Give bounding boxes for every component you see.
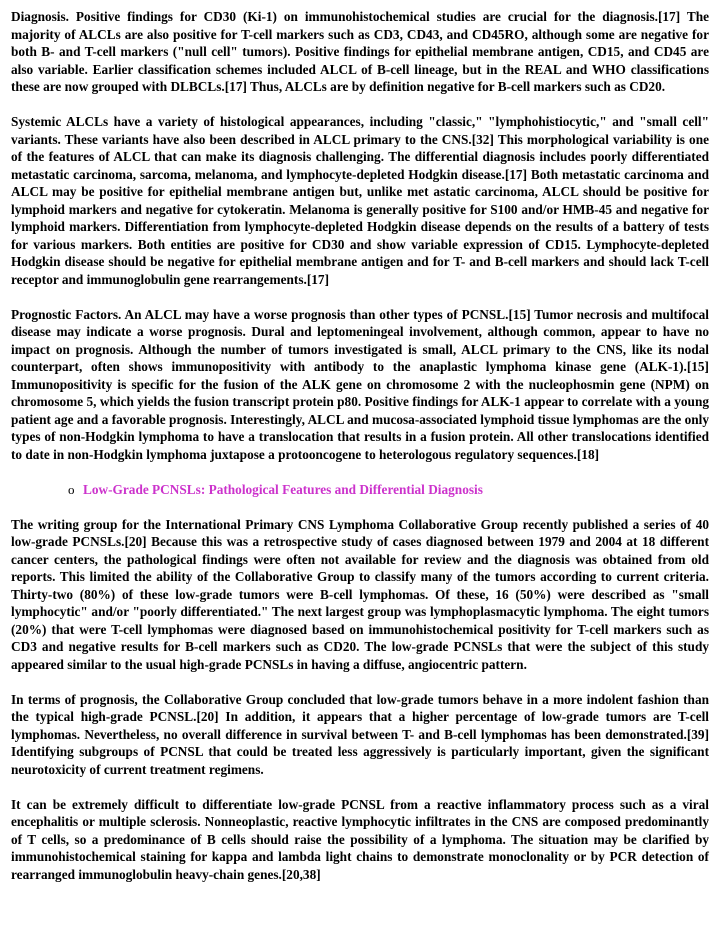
section-link-low-grade-pcnsl[interactable]: Low-Grade PCNSLs: Pathological Features and Differential Diagnosis — [83, 481, 483, 497]
paragraph-low-grade-prognosis: In terms of prognosis, the Collaborative Group concluded that low-grade tumors behave in a more indolent fashion than the typical high-grade PCNSL.[20] In addition, it appears that a higher percentage of low-grade tumors are T-cell lymphomas. Nevertheless, no overall difference in survival between T- and B-cell lymphomas has been demonstrated.[39] Identifying subgroups of PCNSL that could be treated less aggressively is particularly important, given the significant neurotoxicity of current treatment regimens. — [11, 691, 709, 777]
paragraph-alcl-prognostic-factors: Prognostic Factors. An ALCL may have a worse prognosis than other types of PCNSL.[15] Tumor necrosis and multifocal disease may indicate a worse prognosis. Dural and leptomeningeal involvement, although common, appear to have no impact on prognosis. Although the number of tumors investigated is small, ALCL primary to the CNS, like its nodal counterpart, often shows immunopositivity with antibody to the anaplastic lymphoma kinase gene (ALK-1).[15] Immunopositivity is specific for the fusion of the ALK gene on chromosome 2 with the nucleophosmin gene (NPM) on chromosome 5, which yields the fusion transcript protein p80. Positive findings for ALK-1 appear to correlate with a young patient age and a favorable prognosis. Interestingly, ALCL and mucosa-associated lymphoid tissue lymphomas are the only types of non-Hodgkin lymphoma to have a translocation that results in a fusion protein. All other translocations identified to date in non-Hodgkin lymphoma juxtapose a protooncogene to heterologous regulatory sequences.[18] — [11, 306, 709, 462]
paragraph-alcl-histology: Systemic ALCLs have a variety of histological appearances, including "classic," "lymphohistiocytic," and "small cell" variants. These variants have also been described in ALCL primary to the CNS.[32] This morphological variability is one of the features of ALCL that can make its diagnosis challenging. The differential diagnosis includes poorly differentiated metastatic carcinoma, sarcoma, melanoma, and lymphocyte-depleted Hodgkin disease.[17] Both metastatic carcinoma and ALCL may be positive for epithelial membrane antigen but, unlike met astatic carcinoma, ALCL should be positive for lymphoid markers and negative for cytokeratin. Melanoma is generally positive for S100 and/or HMB-45 and negative for lymphoid markers. Differentiation from lymphocyte-depleted Hodgkin disease depends on the results of a battery of tests for various markers. Both entities are positive for CD30 and show variable expression of CD15. Lymphocyte-depleted Hodgkin disease should be negative for epithelial membrane antigen and for T- and B-cell markers and should lack T-cell receptor and immunoglobulin gene rearrangements.[17] — [11, 114, 709, 287]
paragraph-low-grade-series: The writing group for the International Primary CNS Lymphoma Collaborative Group recently published a series of 40 low-grade PCNSLs.[20] Because this was a retrospective study of cases diagnosed between 1979 and 2004 at 18 different cancer centers, the pathological findings were often not available for review and the diagnosis was obtained from old reports. This limited the ability of the Collaborative Group to classify many of the tumors according to current criteria. Thirty-two (80%) of these low-grade tumors were B-cell lymphomas. Of these, 16 (50%) were described as "small lymphocytic" and/or "poorly differentiated." The next largest group was lymphoplasmacytic lymphoma. The eight tumors (20%) that were T-cell lymphomas were diagnosed based on immunohistochemical positivity for T-cell markers such as CD3 and negative results for B-cell markers such as CD20. The low-grade PCNSLs that were the subject of this study appeared similar to the usual high-grade PCNSLs in having a diffuse, angiocentric pattern. — [11, 516, 709, 672]
hollow-bullet-icon: o — [68, 481, 75, 497]
paragraph-alcl-diagnosis: Diagnosis. Positive findings for CD30 (Ki-1) on immunohistochemical studies are crucial for the diagnosis.[17] The majority of ALCLs are also positive for T-cell markers such as CD3, CD43, and CD45RO, although some are negative for both B- and T-cell markers ("null cell" tumors). Positive findings for epithelial membrane antigen, CD15, and CD45 are also variable. Earlier classification schemes included ALCL of B-cell lineage, but in the REAL and WHO classifications these are now grouped with DLBCLs.[17] Thus, ALCLs are by definition negative for B-cell markers such as CD20. — [11, 9, 709, 94]
paragraph-low-grade-differential: It can be extremely difficult to differentiate low-grade PCNSL from a reactive inflammatory process such as a viral encephalitis or multiple sclerosis. Nonneoplastic, reactive lymphocytic infiltrates in the CNS are composed predominantly of T cells, so a predominance of B cells should raise the possibility of a lymphoma. The situation may be clarified by immunohistochemical staining for kappa and lambda light chains to demonstrate monoclonality or by PCR detection of rearranged immunoglobulin heavy-chain genes.[20,38] — [11, 796, 709, 882]
document-body — [11, 8, 709, 901]
section-list-item — [11, 481, 709, 499]
